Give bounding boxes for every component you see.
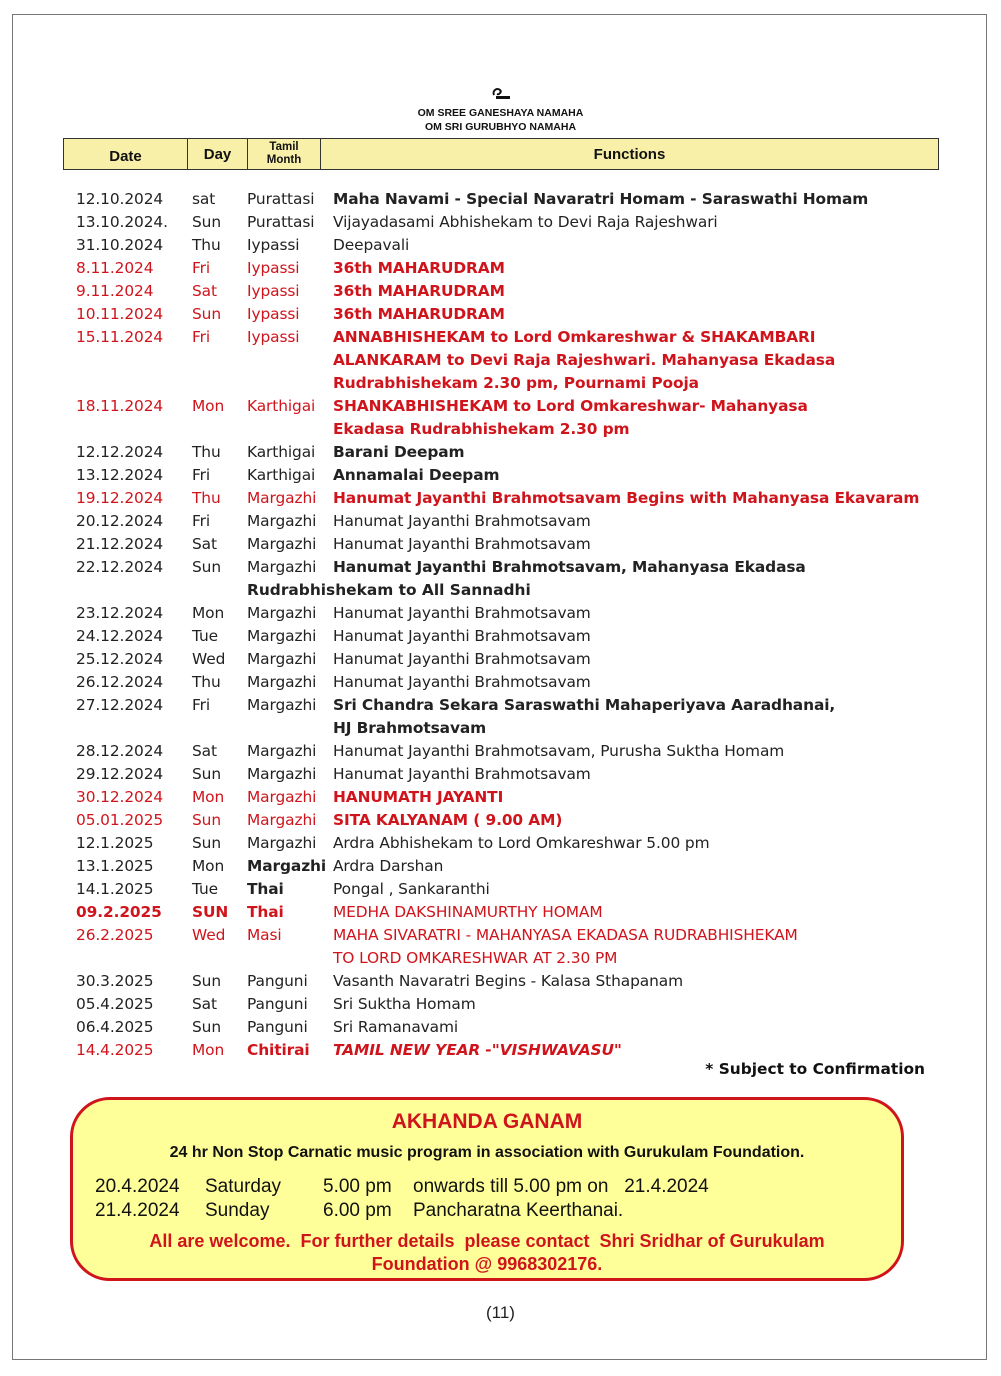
row-function: Hanumat Jayanthi Brahmotsavam, Purusha Suktha Homam (333, 742, 785, 760)
table-row (76, 533, 956, 556)
row-day: Thu (192, 443, 221, 461)
table-row (76, 625, 956, 648)
row-date: 05.4.2025 (76, 995, 154, 1013)
row-month: Panguni (247, 972, 308, 990)
row-day: Sun (192, 811, 221, 829)
row-month: Iypassi (247, 328, 300, 346)
row-function: ANNABHISHEKAM to Lord Omkareshwar & SHAKAMBARI ALANKARAM to Devi Raja Rajeshwari. Mahanyasa Ekadasa Rudrabhishekam 2.30 pm, Pournami Pooja (333, 328, 836, 392)
row-day: Tue (192, 880, 218, 898)
table-row (76, 441, 956, 464)
row-month: Margazhi (247, 650, 317, 668)
row-function: Hanumat Jayanthi Brahmotsavam, Mahanyasa Ekadasa (333, 558, 806, 576)
row-month: Iypassi (247, 282, 300, 300)
row-day: Wed (192, 926, 226, 944)
row-month: Margazhi (247, 673, 317, 691)
row-date: 31.10.2024 (76, 236, 164, 254)
row-day: Mon (192, 604, 225, 622)
contact-line-1: All are welcome. For further details please contact Shri Sridhar of Gurukulam (149, 1231, 825, 1251)
contact-info (73, 1230, 901, 1276)
row-month: Margazhi (247, 742, 317, 760)
row-function: Hanumat Jayanthi Brahmotsavam (333, 512, 591, 530)
row-month: Karthigai (247, 443, 316, 461)
invocation-line-2: OM SRI GURUBHYO NAMAHA (424, 121, 577, 133)
row-date: 05.01.2025 (76, 811, 164, 829)
row-function: Vijayadasami Abhishekam to Devi Raja Rajeshwari (333, 213, 718, 231)
row-date: 13.10.2024. (76, 213, 168, 231)
schedule-date: 21.4.2024 (95, 1200, 180, 1221)
row-day: Sun (192, 972, 221, 990)
row-date: 12.10.2024 (76, 190, 164, 208)
row-day: Sat (192, 282, 217, 300)
row-day: Fri (192, 259, 211, 277)
row-month: Masi (247, 926, 282, 944)
row-date: 19.12.2024 (76, 489, 164, 507)
row-day: Fri (192, 466, 211, 484)
akhanda-title: AKHANDA GANAM (391, 1110, 583, 1133)
row-function: Hanumat Jayanthi Brahmotsavam (333, 627, 591, 645)
table-row (76, 487, 956, 510)
row-function: Maha Navami - Special Navaratri Homam - Saraswathi Homam (333, 190, 869, 208)
table-row (76, 257, 956, 280)
schedule-row (95, 1200, 623, 1222)
row-month: Margazhi (247, 696, 317, 714)
row-month: Thai (247, 903, 284, 921)
row-day: sat (192, 190, 216, 208)
row-date: 30.12.2024 (76, 788, 164, 806)
row-day: Fri (192, 512, 211, 530)
table-row (76, 280, 956, 303)
table-row (76, 188, 956, 211)
schedule-row (95, 1176, 709, 1198)
schedule-time: 5.00 pm (323, 1176, 392, 1197)
table-row (76, 924, 956, 970)
row-function: Deepavali (333, 236, 410, 254)
table-row (76, 1039, 956, 1062)
row-date: 24.12.2024 (76, 627, 164, 645)
row-month: Iypassi (247, 305, 300, 323)
row-day: Sun (192, 305, 221, 323)
row-function: Annamalai Deepam (333, 466, 500, 484)
row-month: Margazhi (247, 604, 317, 622)
row-month: Margazhi (247, 558, 317, 576)
table-row (76, 763, 956, 786)
row-month: Margazhi (247, 788, 317, 806)
row-function: Hanumat Jayanthi Brahmotsavam (333, 673, 591, 691)
row-month: Panguni (247, 995, 308, 1013)
row-function: Hanumat Jayanthi Brahmotsavam (333, 604, 591, 622)
row-month: Thai (247, 880, 284, 898)
schedule-date: 20.4.2024 (95, 1176, 180, 1197)
table-row (76, 510, 956, 533)
table-row (76, 464, 956, 487)
row-date: 06.4.2025 (76, 1018, 154, 1036)
row-day: Sat (192, 995, 217, 1013)
table-row (76, 832, 956, 855)
row-day: Mon (192, 397, 225, 415)
row-function: Vasanth Navaratri Begins - Kalasa Sthapanam (333, 972, 683, 990)
row-function: 36th MAHARUDRAM (333, 305, 505, 323)
row-date: 29.12.2024 (76, 765, 164, 783)
column-header-tamil-month (248, 139, 321, 169)
row-function: SHANKABHISHEKAM to Lord Omkareshwar- Mahanyasa Ekadasa Rudrabhishekam 2.30 pm (333, 397, 808, 438)
column-header-month-line2: Month (266, 154, 302, 166)
table-row (76, 303, 956, 326)
row-month: Margazhi (247, 765, 317, 783)
row-function-continued: Rudrabhishekam to All Sannadhi (247, 581, 531, 599)
row-month: Margazhi (247, 834, 317, 852)
row-function: SITA KALYANAM ( 9.00 AM) (333, 811, 563, 829)
row-date: 15.11.2024 (76, 328, 164, 346)
row-date: 20.12.2024 (76, 512, 164, 530)
row-function: Hanumat Jayanthi Brahmotsavam (333, 650, 591, 668)
row-date: 13.1.2025 (76, 857, 154, 875)
row-function: TAMIL NEW YEAR -"VISHWAVASU" (333, 1041, 622, 1059)
row-function: Sri Chandra Sekara Saraswathi Mahaperiyava Aaradhanai, HJ Brahmotsavam (333, 696, 836, 737)
row-date: 23.12.2024 (76, 604, 164, 622)
table-row (76, 809, 956, 832)
invocation-line-1: OM SREE GANESHAYA NAMAHA (417, 107, 584, 119)
row-date: 27.12.2024 (76, 696, 164, 714)
row-date: 25.12.2024 (76, 650, 164, 668)
table-row (76, 556, 956, 579)
table-row (76, 648, 956, 671)
row-month: Margazhi (247, 535, 317, 553)
akhanda-ganam-box (70, 1097, 904, 1281)
row-day: Sun (192, 558, 221, 576)
schedule-desc: onwards till 5.00 pm on 21.4.2024 (413, 1176, 709, 1197)
table-row (76, 878, 956, 901)
schedule-time: 6.00 pm (323, 1200, 392, 1221)
row-month: Chitirai (247, 1041, 310, 1059)
row-month: Margazhi (247, 489, 317, 507)
row-day: Sun (192, 1018, 221, 1036)
row-day: Sat (192, 742, 217, 760)
row-month: Margazhi (247, 627, 317, 645)
row-day: Mon (192, 857, 225, 875)
row-day: Sun (192, 765, 221, 783)
row-month: Iypassi (247, 259, 300, 277)
row-month: Karthigai (247, 397, 316, 415)
row-date: 28.12.2024 (76, 742, 164, 760)
table-row (76, 395, 956, 441)
row-function: Sri Suktha Homam (333, 995, 476, 1013)
schedule-day: Sunday (205, 1200, 270, 1221)
row-day: Sat (192, 535, 217, 553)
table-row (76, 234, 956, 257)
confirmation-note: * Subject to Confirmation (705, 1060, 925, 1078)
row-day: Wed (192, 650, 226, 668)
row-function: Ardra Darshan (333, 857, 444, 875)
row-month: Margazhi (247, 811, 317, 829)
row-month: Karthigai (247, 466, 316, 484)
row-function: Hanumat Jayanthi Brahmotsavam (333, 535, 591, 553)
column-header-date: Date (64, 139, 188, 169)
row-date: 10.11.2024 (76, 305, 164, 323)
row-function: MEDHA DAKSHINAMURTHY HOMAM (333, 903, 603, 921)
row-date: 8.11.2024 (76, 259, 154, 277)
row-function: Pongal , Sankaranthi (333, 880, 490, 898)
table-row (76, 326, 956, 395)
row-function: HANUMATH JAYANTI (333, 788, 504, 806)
row-date: 14.4.2025 (76, 1041, 154, 1059)
table-row (76, 901, 956, 924)
row-function: 36th MAHARUDRAM (333, 259, 505, 277)
table-row (76, 671, 956, 694)
page-number: (11) (486, 1303, 515, 1322)
column-header-day: Day (188, 139, 248, 169)
row-day: Thu (192, 236, 221, 254)
table-row (76, 602, 956, 625)
row-date: 13.12.2024 (76, 466, 164, 484)
table-row (76, 993, 956, 1016)
row-date: 09.2.2025 (76, 903, 162, 921)
table-row (76, 970, 956, 993)
row-day: SUN (192, 903, 229, 921)
column-header-month-line1: Tamil (269, 141, 299, 153)
schedule-desc: Pancharatna Keerthanai. (413, 1200, 624, 1221)
row-function: 36th MAHARUDRAM (333, 282, 505, 300)
table-header (63, 138, 939, 170)
row-day: Thu (192, 673, 221, 691)
row-month: Purattasi (247, 213, 315, 231)
row-date: 9.11.2024 (76, 282, 154, 300)
row-date: 22.12.2024 (76, 558, 164, 576)
row-function: Barani Deepam (333, 443, 465, 461)
row-date: 18.11.2024 (76, 397, 164, 415)
row-month: Iypassi (247, 236, 300, 254)
contact-line-2: Foundation @ 9968302176. (371, 1254, 603, 1274)
row-function: Sri Ramanavami (333, 1018, 459, 1036)
table-row (76, 694, 956, 740)
row-date: 26.12.2024 (76, 673, 164, 691)
row-month: Panguni (247, 1018, 308, 1036)
column-header-functions: Functions (593, 145, 666, 163)
table-row (76, 786, 956, 809)
row-day: Sun (192, 213, 221, 231)
row-date: 21.12.2024 (76, 535, 164, 553)
table-row (76, 211, 956, 234)
row-day: Thu (192, 489, 221, 507)
row-month: Purattasi (247, 190, 315, 208)
schedule-day: Saturday (205, 1176, 282, 1197)
akhanda-subtitle: 24 hr Non Stop Carnatic music program in association with Gurukulam Foundation. (169, 1144, 805, 1161)
table-row (76, 855, 956, 878)
row-function: Hanumat Jayanthi Brahmotsavam (333, 765, 591, 783)
row-date: 30.3.2025 (76, 972, 154, 990)
row-day: Sun (192, 834, 221, 852)
row-day: Mon (192, 788, 225, 806)
row-day: Tue (192, 627, 218, 645)
table-row (76, 1016, 956, 1039)
row-date: 14.1.2025 (76, 880, 154, 898)
row-month: Margazhi (247, 857, 327, 875)
row-day: Fri (192, 328, 211, 346)
row-function: Hanumat Jayanthi Brahmotsavam Begins with Mahanyasa Ekavaram (333, 489, 920, 507)
table-row (76, 740, 956, 763)
row-function: Ardra Abhishekam to Lord Omkareshwar 5.00 pm (333, 834, 710, 852)
row-continuation (76, 579, 956, 602)
row-month: Margazhi (247, 512, 317, 530)
pillaiyar-suzhi-icon (491, 86, 511, 100)
row-date: 12.1.2025 (76, 834, 154, 852)
row-date: 26.2.2025 (76, 926, 154, 944)
row-date: 12.12.2024 (76, 443, 164, 461)
row-function: MAHA SIVARATRI - MAHANYASA EKADASA RUDRABHISHEKAM TO LORD OMKARESHWAR AT 2.30 PM (333, 926, 798, 967)
row-day: Fri (192, 696, 211, 714)
row-day: Mon (192, 1041, 225, 1059)
events-list (76, 188, 956, 1062)
